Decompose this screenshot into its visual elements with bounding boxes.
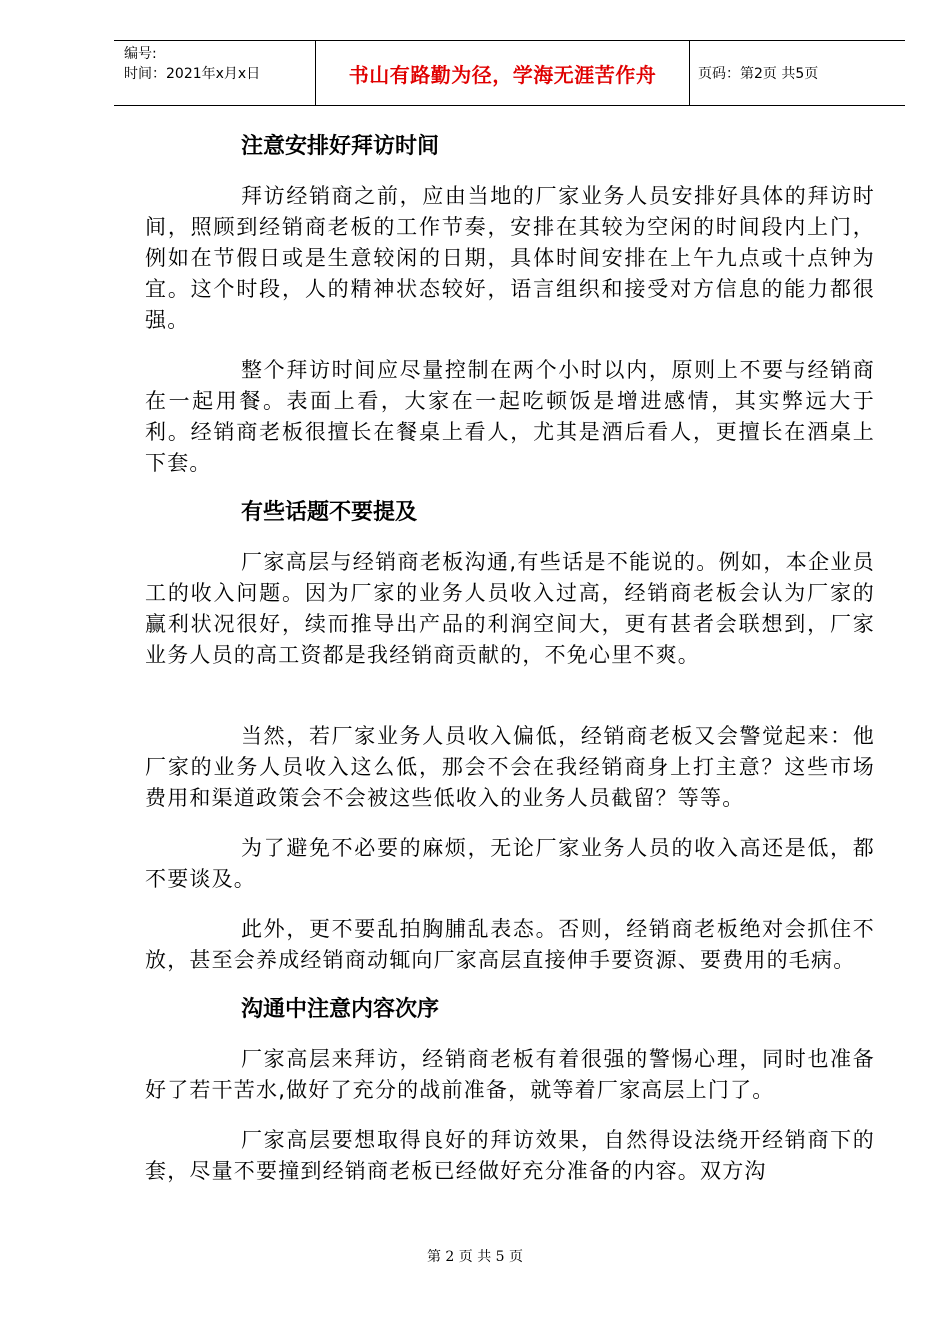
section-heading: 有些话题不要提及 — [241, 500, 418, 525]
section-heading: 沟通中注意内容次序 — [241, 997, 440, 1022]
paragraph: 拜访经销商之前，应由当地的厂家业务人员安排好具体的拜访时间，照顾到经销商老板的工作节奏，安排在其较为空闲的时间段内上门，例如在节假日或是生意较闲的日期，具体时间安排在上午九点或十点钟为宜。这个时段，人的精神状态较好，语言组织和接受对方信息的能力都很强。 — [145, 184, 875, 332]
section-visit-time — [145, 132, 875, 479]
paragraph: 当然，若厂家业务人员收入偏低，经销商老板又会警觉起来：他厂家的业务人员收入这么低，那会不会在我经销商身上打主意？这些市场费用和渠道政策会不会被这些低收入的业务人员截留？等等。 — [145, 724, 875, 810]
header-motto: 书山有路勤为径，学海无涯苦作舟 — [316, 41, 690, 105]
header-meta — [114, 41, 316, 105]
paragraph: 厂家高层要想取得良好的拜访效果，自然得设法绕开经销商下的套，尽量不要撞到经销商老板已经做好充分准备的内容。双方沟 — [145, 1128, 875, 1183]
section-content-order — [145, 995, 875, 1187]
paragraph: 厂家高层来拜访，经销商老板有着很强的警惕心理，同时也准备好了若干苦水,做好了充分的战前准备，就等着厂家高层上门了。 — [145, 1047, 875, 1102]
paragraph: 此外，更不要乱拍胸脯乱表态。否则，经销商老板绝对会抓住不放，甚至会养成经销商动辄向厂家高层直接伸手要资源、要费用的毛病。 — [145, 917, 875, 972]
paragraph: 厂家高层与经销商老板沟通,有些话是不能说的。例如，本企业员工的收入问题。因为厂家的业务人员收入过高，经销商老板会认为厂家的赢利状况很好，续而推导出产品的利润空间大，更有甚者会联想到，厂家业务人员的高工资都是我经销商贡献的，不免心里不爽。 — [145, 550, 875, 667]
time-label: 时间：2021年x月x日 — [124, 66, 261, 82]
paragraph: 为了避免不必要的麻烦，无论厂家业务人员的收入高还是低，都不要谈及。 — [145, 836, 875, 891]
document-body — [145, 130, 875, 1206]
number-label: 编号: — [124, 46, 157, 62]
paragraph: 整个拜访时间应尽量控制在两个小时以内，原则上不要与经销商在一起用餐。表面上看，大家在一起吃顿饭是增进感情，其实弊远大于利。经销商老板很擅长在餐桌上看人，尤其是酒后看人，更擅长在酒桌上下套。 — [145, 358, 875, 475]
page-footer: 第 2 页 共 5 页 — [426, 1249, 524, 1265]
header-page-info: 页码：第2页 共5页 — [698, 66, 819, 82]
section-heading: 注意安排好拜访时间 — [241, 134, 440, 159]
page-header — [114, 40, 905, 106]
section-avoid-topics — [145, 498, 875, 976]
